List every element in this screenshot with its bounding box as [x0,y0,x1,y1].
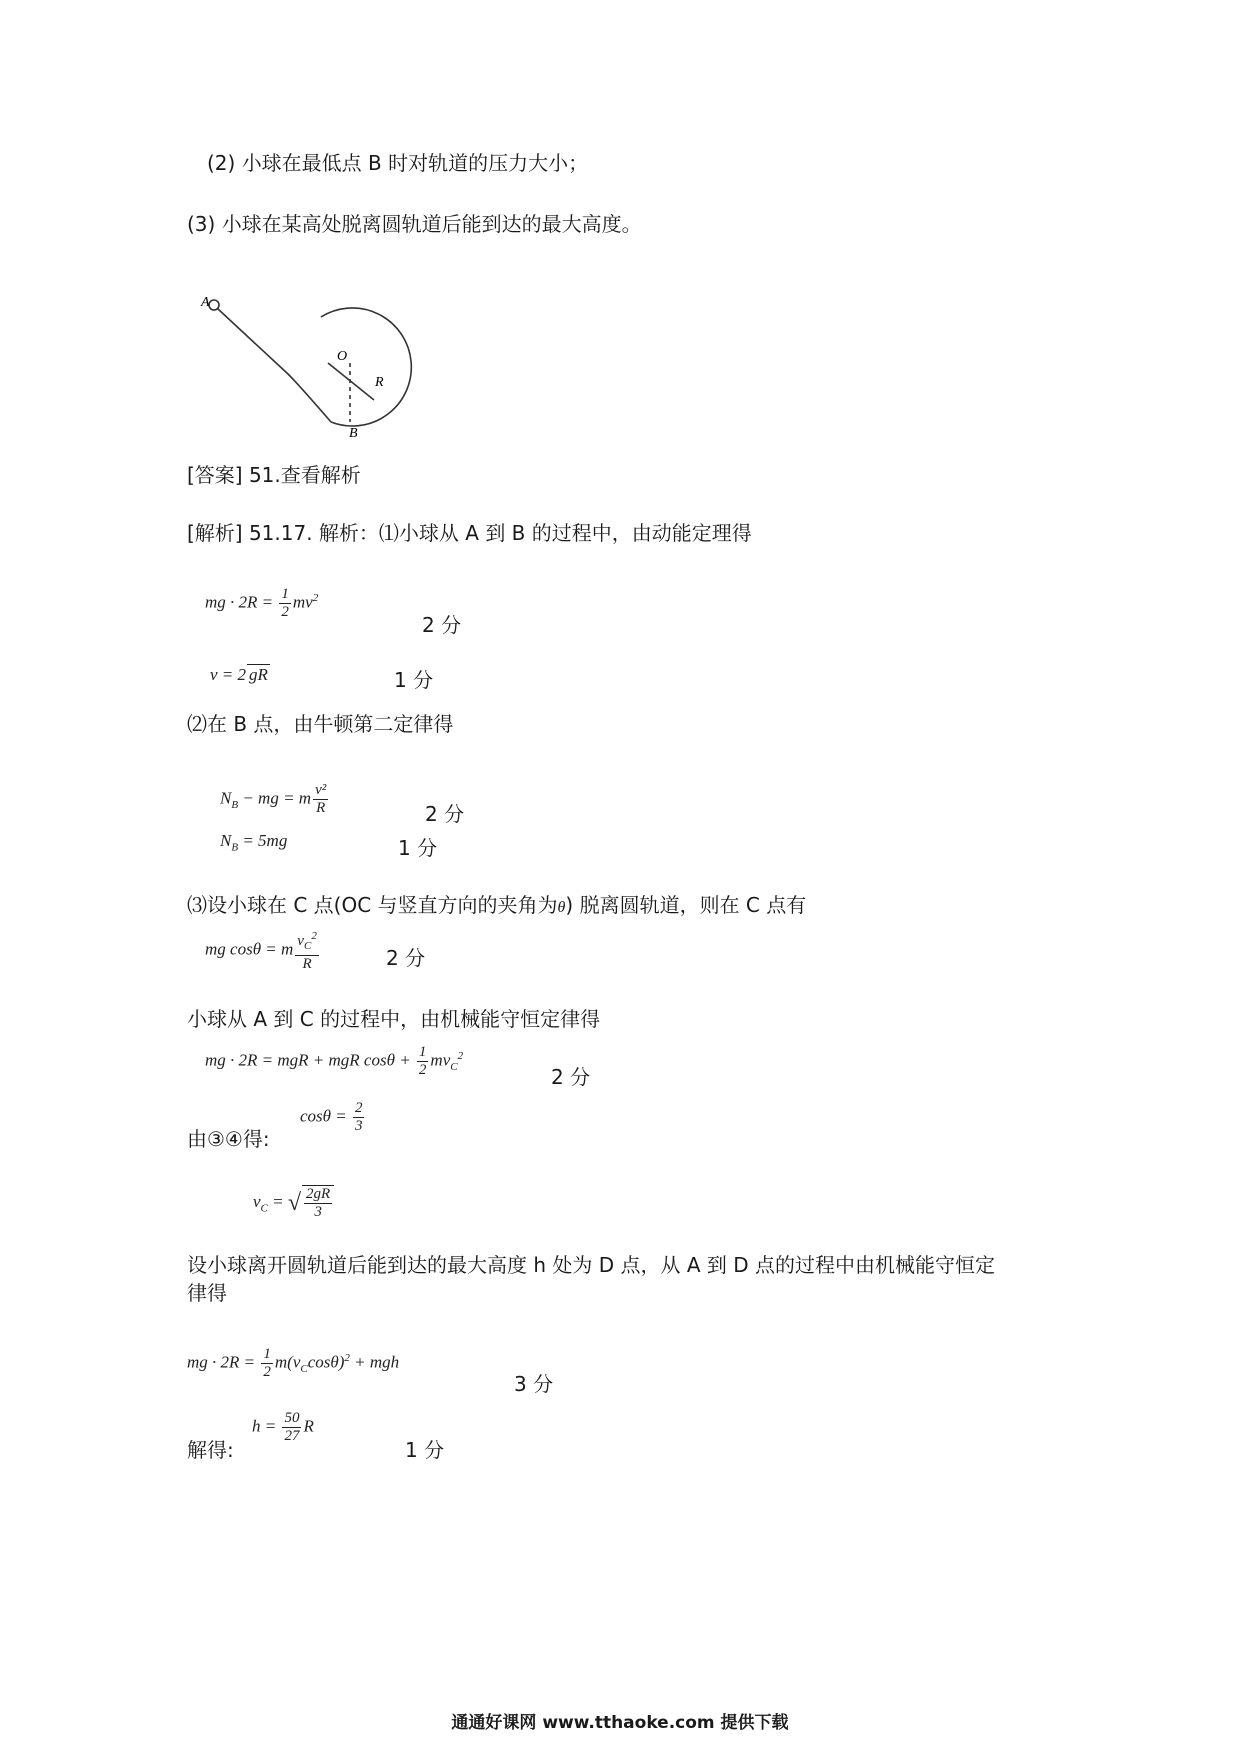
equation-4: $N_B = 5mg$ [220,831,288,854]
radius-line [328,363,374,400]
track-figure [195,290,425,440]
analysis-part3: ⑶设小球在 C 点(OC 与竖直方向的夹角为θ) 脱离圆轨道，则在 C 点有 [187,893,807,917]
answer-line: [答案] 51.查看解析 [187,463,361,487]
footer-text: 通通好课网 www.tthaoke.com 提供下载 [451,1713,789,1733]
score-eq6: 2 分 [551,1065,591,1089]
incline-track [218,309,331,422]
equation-1: mg · 2R = $\frac{1}{2}$ $mv^2$ [205,586,319,620]
question-3: (3) 小球在某高处脱离圆轨道后能到达的最大高度。 [187,212,642,236]
score-eq4: 1 分 [398,836,438,860]
score-eq1: 2 分 [422,613,462,637]
equation-3: $N_B$ − mg = m $\frac{\text{v²}}{R}$ [220,782,327,816]
label-a: A [201,295,210,310]
label-o: O [337,349,348,364]
equation-2: v = 2 gR [210,665,268,684]
score-eq3: 2 分 [425,802,465,826]
equation-10: h = $\frac{50}{27}$ R [252,1410,314,1444]
analysis-solve-text: 解得: [187,1438,234,1462]
question-2: (2) 小球在最低点 B 时对轨道的压力大小； [207,151,589,175]
label-r: R [375,375,384,390]
analysis-intro: [解析] 51.17. 解析：⑴小球从 A 到 B 的过程中，由动能定理得 [187,521,752,545]
score-eq5: 2 分 [386,946,426,970]
analysis-energy-text: 小球从 A 到 C 的过程中，由机械能守恒定律得 [187,1007,601,1031]
equation-7: cosθ = $\frac{2}{3}$ [300,1100,363,1134]
equation-8: $v_C$ = √ $\frac{2gR}{3}$ [253,1185,336,1221]
analysis-combine-text: 由③④得: [187,1127,270,1151]
score-eq10: 1 分 [405,1438,445,1462]
analysis-max-text-2: 律得 [187,1281,227,1305]
equation-5: mg cosθ = m $\frac{v_C^2}{R}$ [205,930,317,972]
score-eq9: 3 分 [514,1372,554,1396]
equation-6: mg · 2R = mgR + mgR cosθ + $\frac{1}{2}$ $mv_C^2$ [205,1044,464,1078]
score-eq2: 1 分 [394,668,434,692]
circle-track [321,308,411,426]
analysis-max-text-1: 设小球离开圆轨道后能到达的最大高度 h 处为 D 点，从 A 到 D 点的过程中由机械能守恒定 [187,1253,996,1277]
label-b: B [349,426,358,440]
ball-a [209,300,219,310]
equation-9: mg · 2R = $\frac{1}{2}$ $m(v_C\cos\theta)^2$ + mgh [187,1346,400,1380]
analysis-part2: ⑵在 B 点，由牛顿第二定律得 [187,712,454,736]
